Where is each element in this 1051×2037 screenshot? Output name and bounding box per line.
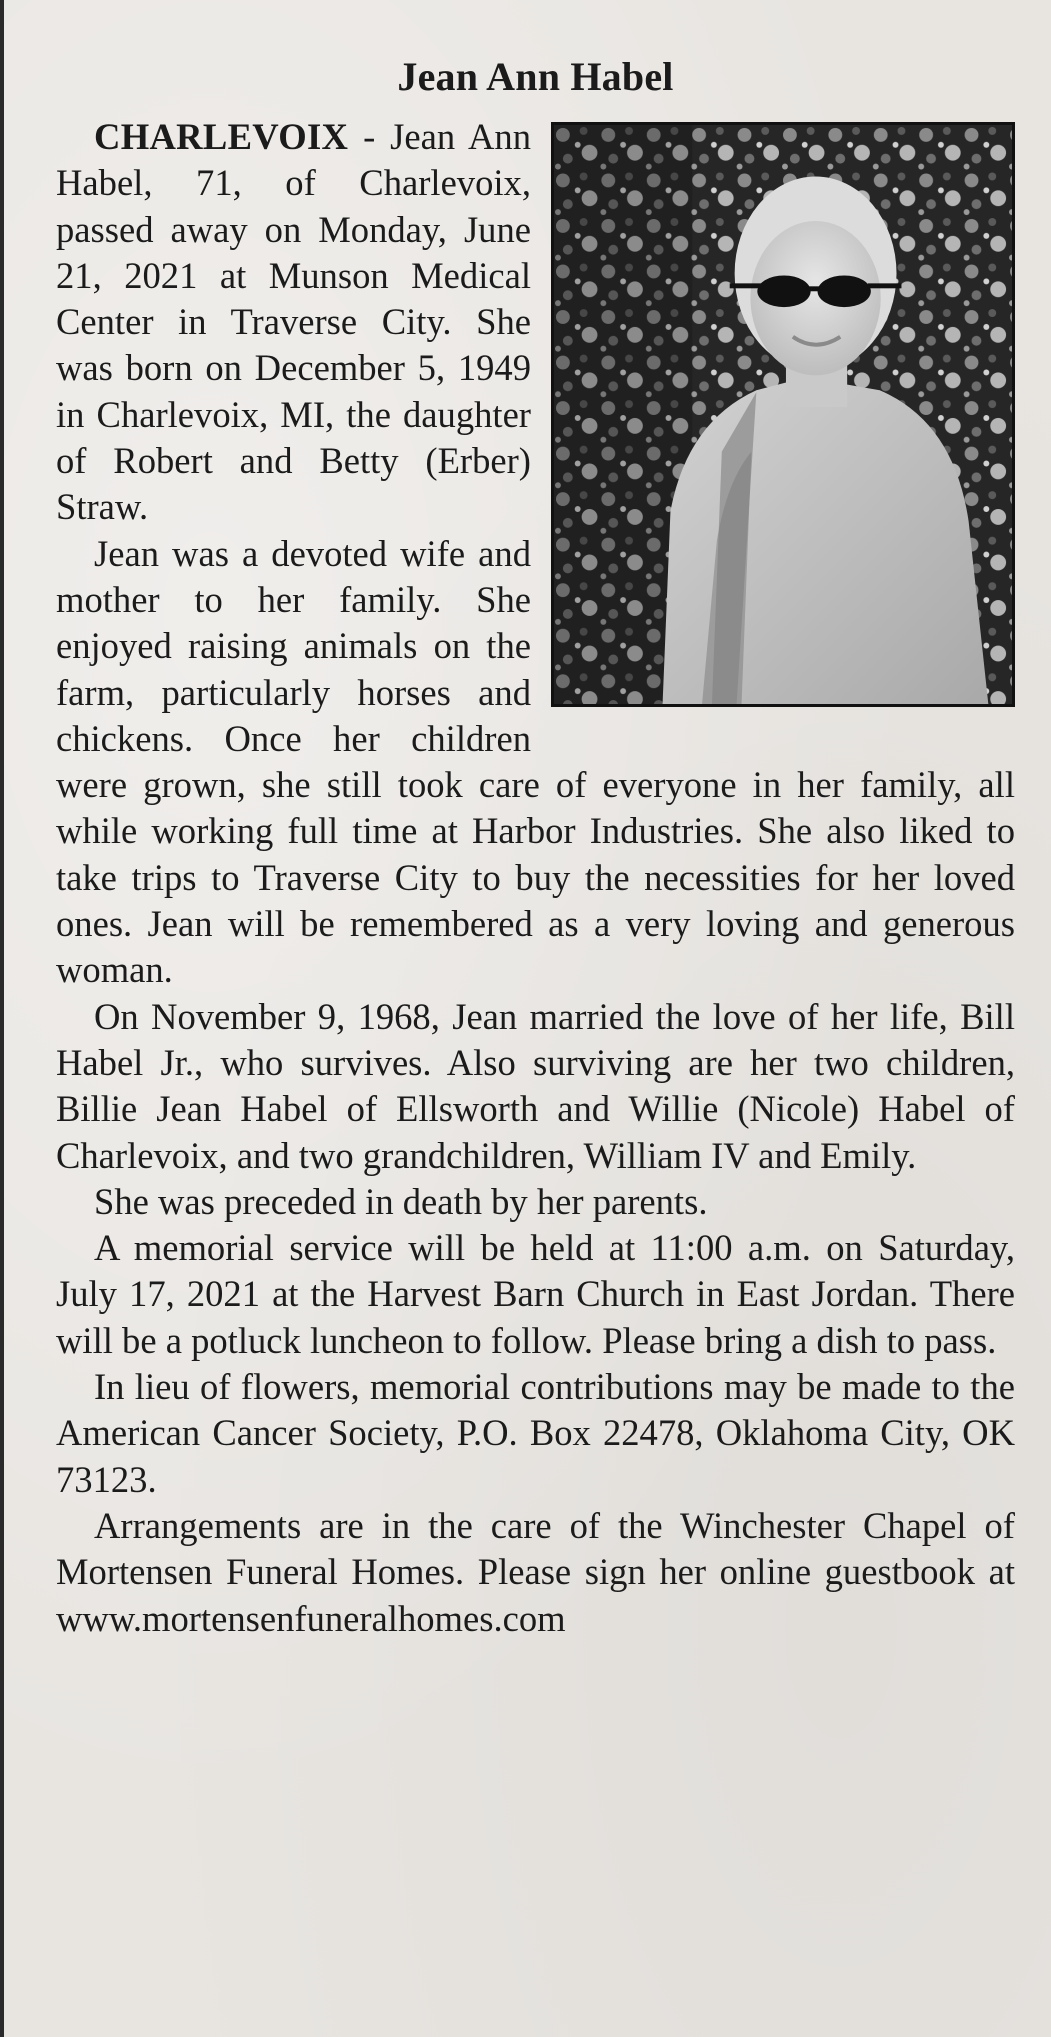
obituary-paragraph-7: Arrangements are in the care of the Winchester Chapel of Mortensen Funeral Homes. Please sign her online guestbook at www.mortensenfuneralhomes.com	[56, 1504, 1015, 1639]
obituary-body	[56, 114, 1015, 1642]
obituary-headline: Jean Ann Habel	[397, 54, 674, 99]
obituary-paragraph-6: In lieu of flowers, memorial contributions may be made to the American Cancer Society, P.O. Box 22478, Oklahoma City, OK 73123.	[56, 1366, 1015, 1500]
portrait-image	[554, 125, 1012, 704]
portrait-photo	[551, 122, 1015, 707]
obituary-paragraph-4: She was preceded in death by her parents.	[94, 1180, 708, 1222]
clipping-edge	[0, 0, 4, 2037]
dateline: CHARLEVOIX	[94, 116, 349, 157]
obituary-paragraph-3: On November 9, 1968, Jean married the love of her life, Bill Habel Jr., who survives. Also surviving are her two children, Billie Jean Habel of Ellsworth and Willie (Nicole) Habel of Charlevoix, and two grandchildren, William IV and Emily.	[56, 995, 1015, 1176]
obituary-paragraph-2: Jean was a devoted wife and mother to her family. She enjoyed raising animals on the farm, particularly horses and chickens. Once her children were grown, she still took care of everyone in her family, all while working full time at Harbor Industries. She also liked to take trips to Traverse City to buy the necessities for her loved ones. Jean will be remembered as a very loving and generous woman.	[56, 532, 1015, 991]
paragraph-1-text: - Jean Ann Habel, 71, of Charlevoix, passed away on Monday, June 21, 2021 at Munson Medical Center in Traverse City. She was born on December 5, 1949 in Charlevoix, MI, the daughter of Robert and Betty (Erber) Straw.	[56, 116, 531, 528]
obituary-paragraph-5: A memorial service will be held at 11:00 a.m. on Saturday, July 17, 2021 at the Harvest Barn Church in East Jordan. There will be a potluck luncheon to follow. Please bring a dish to pass.	[56, 1227, 1015, 1361]
